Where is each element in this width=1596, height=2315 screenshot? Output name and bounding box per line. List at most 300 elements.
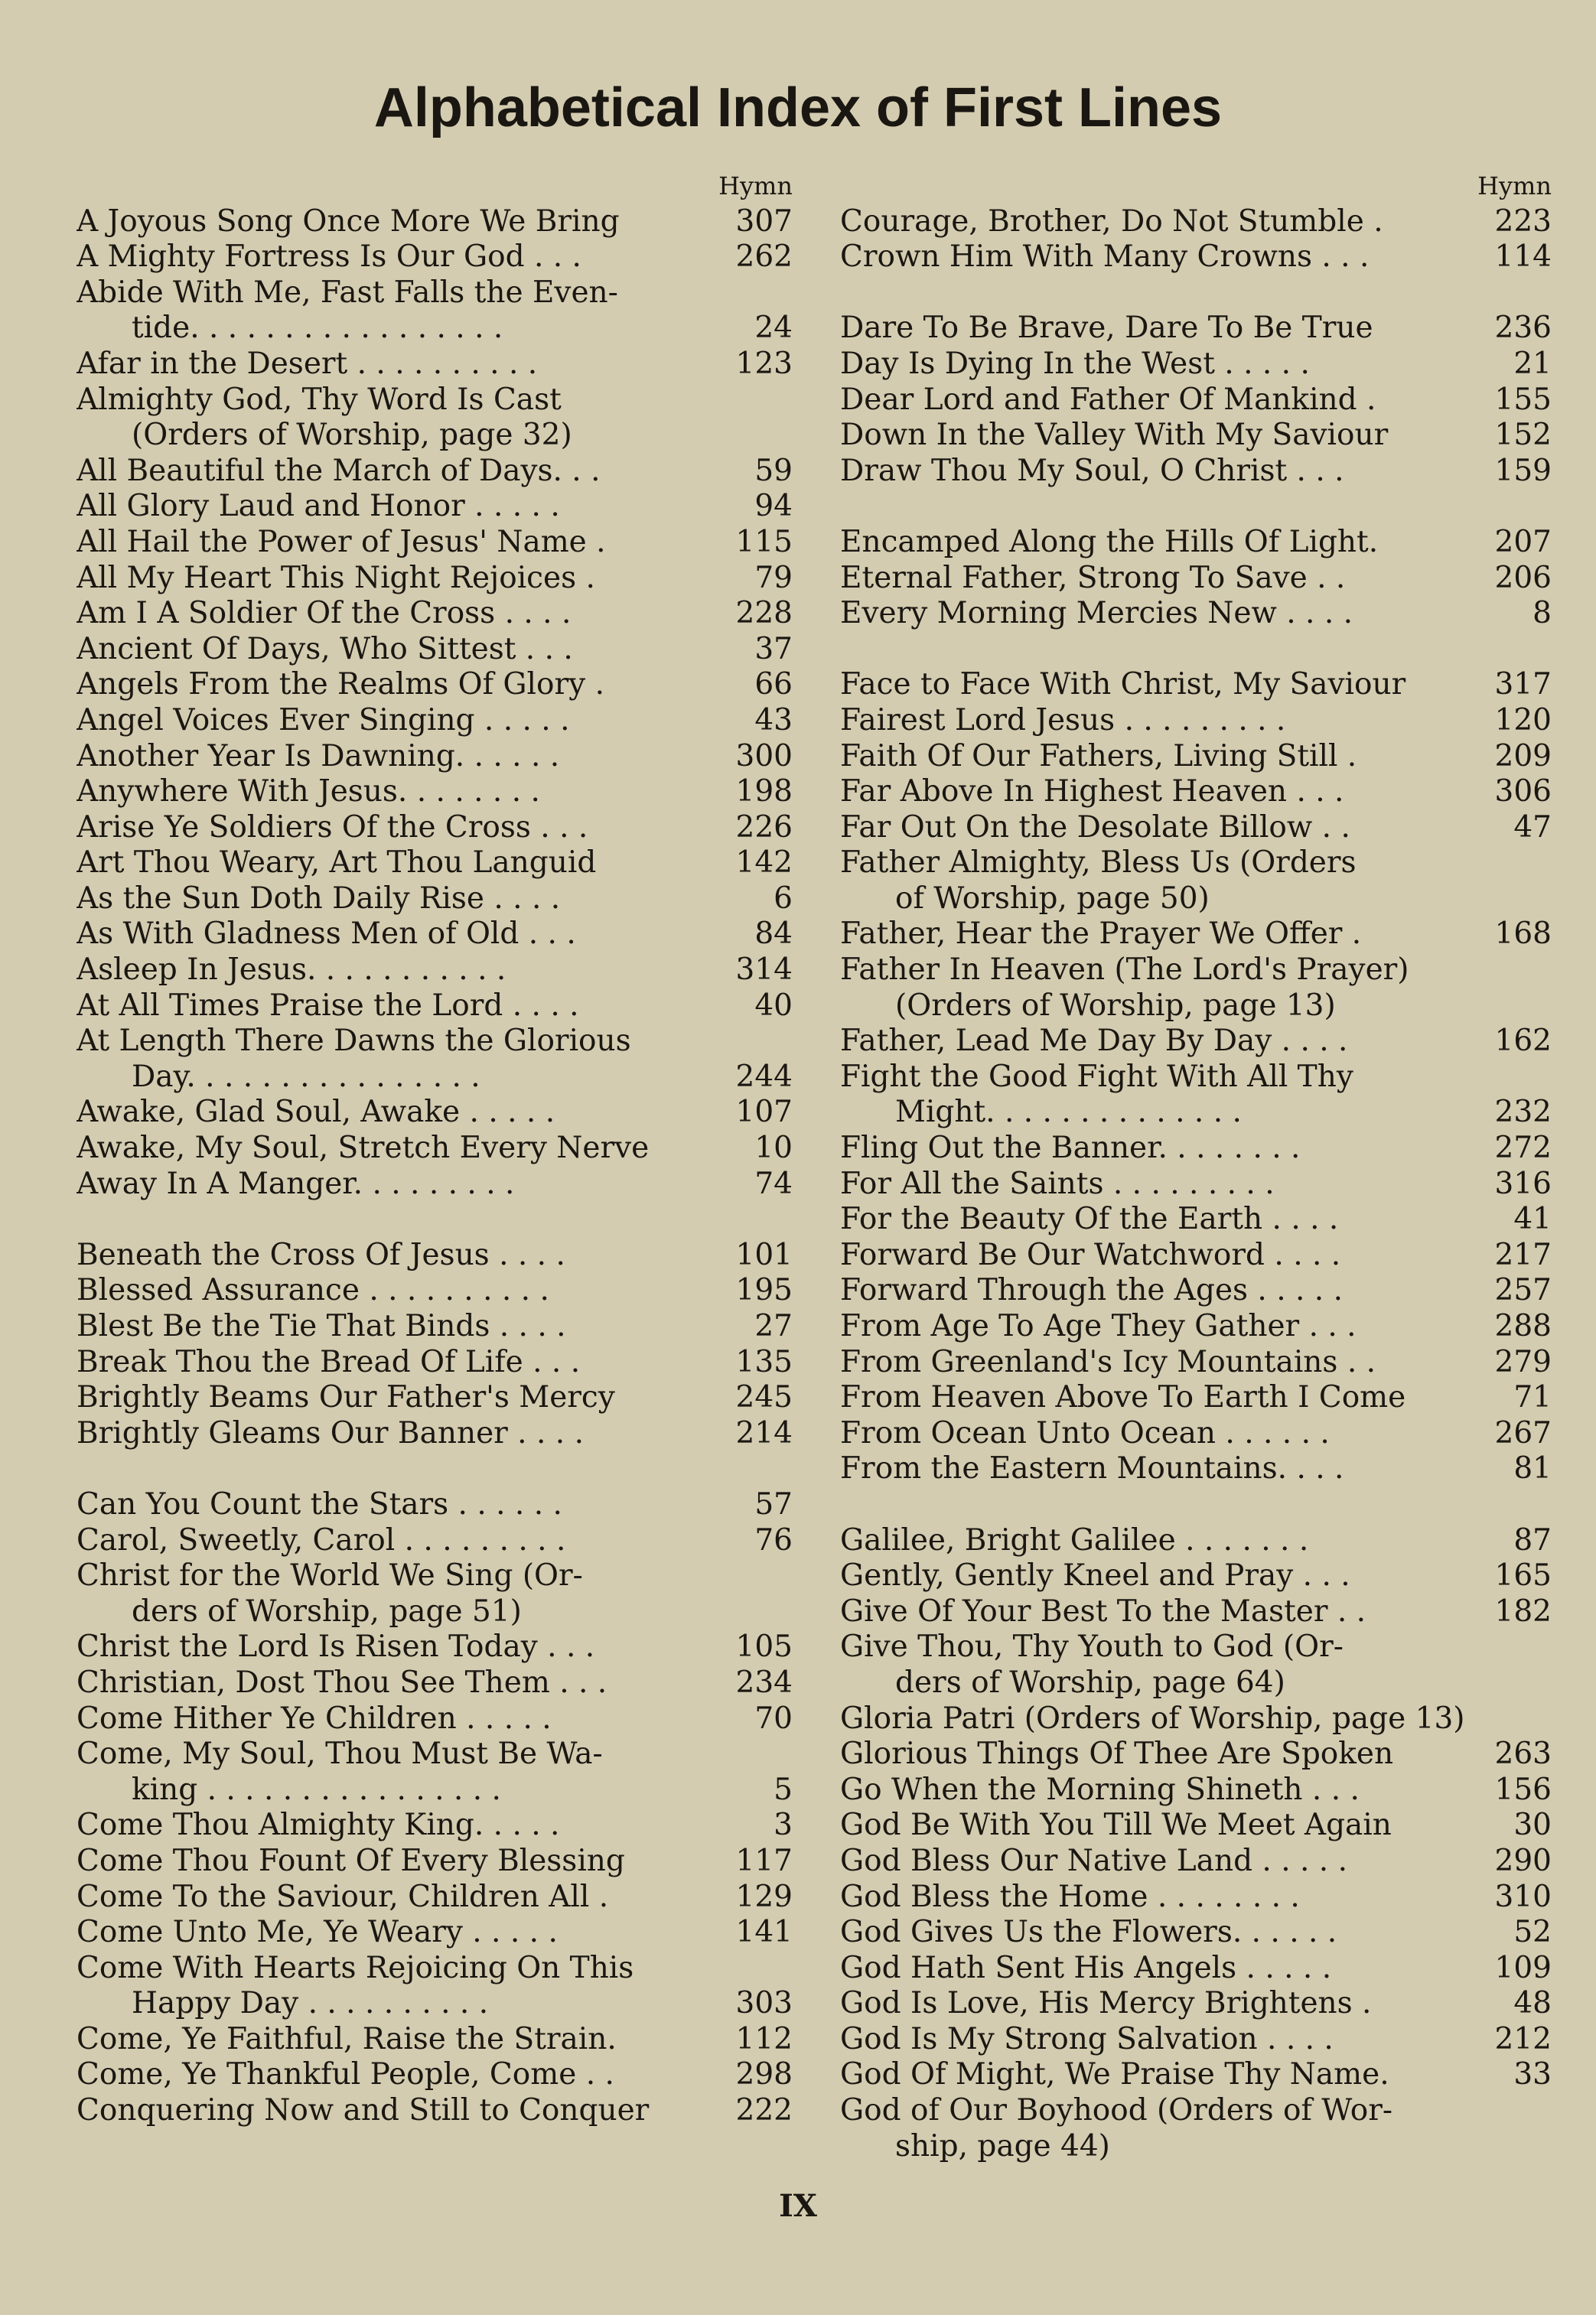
entry-title-line: Asleep In Jesus. . . . . . . . . . . xyxy=(77,952,506,988)
index-entry xyxy=(840,1986,1552,2022)
entry-title xyxy=(77,774,725,810)
hymn-number: 141 xyxy=(735,1915,793,1950)
entry-title-line: Brightly Beams Our Father's Mercy xyxy=(77,1380,615,1415)
entry-title-line: Encamped Along the Hills Of Light. xyxy=(840,524,1379,559)
index-entry xyxy=(840,1523,1552,1559)
entry-title-line: Come, Ye Thankful People, Come . . xyxy=(77,2057,614,2092)
entry-title xyxy=(840,1594,1484,1630)
entry-title xyxy=(77,1345,725,1381)
hymn-number: 279 xyxy=(1494,1344,1552,1379)
entry-title-line: Art Thou Weary, Art Thou Languid xyxy=(77,845,597,881)
hymn-number: 79 xyxy=(754,560,793,595)
entry-title-line: Can You Count the Stars . . . . . . xyxy=(77,1486,562,1522)
entry-title xyxy=(77,1880,725,1916)
hymn-number: 212 xyxy=(1494,2021,1552,2056)
entry-title-line: Carol, Sweetly, Carol . . . . . . . . . xyxy=(77,1522,566,1558)
index-entry xyxy=(840,1880,1552,1916)
entry-title-line: Every Morning Mercies New . . . . xyxy=(840,596,1353,631)
entry-title-line: Ancient Of Days, Who Sittest . . . xyxy=(77,631,573,666)
hymn-number: 306 xyxy=(1494,774,1552,809)
entry-title-line: Away In A Manger. . . . . . . . . xyxy=(77,1166,515,1201)
entry-title xyxy=(77,1630,725,1665)
entry-title-line: God Is Love, His Mercy Brightens . xyxy=(840,1986,1372,2021)
index-entry xyxy=(840,703,1552,739)
index-entry xyxy=(840,1844,1552,1880)
entry-title xyxy=(77,632,725,668)
entry-title xyxy=(840,1060,1484,1131)
hymn-number: 105 xyxy=(735,1630,793,1665)
entry-title xyxy=(840,1131,1484,1167)
entry-title-line: ders of Worship, page 64) xyxy=(895,1665,1285,1700)
entry-title xyxy=(77,810,725,846)
entry-title-line: Father In Heaven (The Lord's Prayer) xyxy=(840,952,1409,988)
index-entry xyxy=(840,1451,1552,1487)
entry-title-line: Down In the Valley With My Saviour xyxy=(840,418,1389,453)
entry-title xyxy=(77,1487,725,1523)
index-entry xyxy=(77,1487,793,1523)
hymn-number: 70 xyxy=(754,1701,793,1736)
index-entry xyxy=(840,810,1552,846)
entry-title xyxy=(77,739,725,775)
hymn-number: 6 xyxy=(774,881,793,916)
index-entry xyxy=(77,1273,793,1309)
entry-title xyxy=(77,1808,725,1844)
page-title: Alphabetical Index of First Lines xyxy=(373,77,1223,138)
index-entry xyxy=(77,2093,793,2129)
hymn-number: 257 xyxy=(1494,1273,1552,1308)
hymn-number: 267 xyxy=(1494,1415,1552,1451)
entry-title-line: Angel Voices Ever Singing . . . . . xyxy=(77,702,570,737)
index-entry xyxy=(77,525,793,561)
hymn-number: 129 xyxy=(735,1879,793,1914)
index-entry xyxy=(77,596,793,632)
entry-title-line: Give Thou, Thy Youth to God (Or- xyxy=(840,1630,1344,1665)
hymn-number: 245 xyxy=(735,1380,793,1415)
section-gap xyxy=(77,1451,793,1487)
entry-title-line: All Beautiful the March of Days. . . xyxy=(77,453,601,488)
entry-title xyxy=(77,525,725,561)
entry-title-line: All Glory Laud and Honor . . . . . xyxy=(77,489,560,524)
hymn-number: 195 xyxy=(735,1273,793,1308)
index-entry xyxy=(77,881,793,917)
hymn-number: 234 xyxy=(735,1665,793,1700)
index-entry xyxy=(77,239,793,275)
index-column-left xyxy=(77,168,793,2129)
hymn-number: 115 xyxy=(735,524,793,559)
entry-title-line: Christian, Dost Thou See Them . . . xyxy=(77,1665,607,1700)
hymn-number: 59 xyxy=(754,453,793,488)
index-entry xyxy=(77,667,793,703)
entry-title-line: Come With Hearts Rejoicing On This xyxy=(77,1950,634,1985)
index-entry xyxy=(840,239,1552,275)
index-entry xyxy=(840,1951,1552,1987)
hymn-number: 120 xyxy=(1494,702,1552,737)
hymn-number: 300 xyxy=(735,738,793,773)
hymn-number: 3 xyxy=(774,1808,793,1843)
entry-title-line: Day Is Dying In the West . . . . . xyxy=(840,346,1310,381)
entry-title-line: Give Of Your Best To the Master . . xyxy=(840,1594,1366,1629)
entry-title-line: Come Thou Fount Of Every Blessing xyxy=(77,1843,625,1878)
entry-title xyxy=(840,1167,1484,1203)
index-entry xyxy=(840,917,1552,952)
hymn-number: 84 xyxy=(754,917,793,952)
section-gap xyxy=(840,489,1552,525)
entry-title-line: God Hath Sent His Angels . . . . . xyxy=(840,1950,1332,1985)
index-entry xyxy=(840,1630,1552,1701)
index-entry xyxy=(840,2093,1552,2164)
entry-title-line: Beneath the Cross Of Jesus . . . . xyxy=(77,1237,565,1272)
entry-title-line: Forward Be Our Watchword . . . . xyxy=(840,1237,1341,1272)
entry-title xyxy=(77,703,725,739)
entry-title-line: A Mighty Fortress Is Our God . . . xyxy=(77,239,581,275)
entry-title xyxy=(77,1523,725,1559)
entry-title-line: God Gives Us the Flowers. . . . . . xyxy=(840,1915,1337,1950)
entry-title xyxy=(840,239,1484,275)
index-entry xyxy=(77,845,793,881)
entry-title-line: Day. . . . . . . . . . . . . . . . xyxy=(132,1059,480,1094)
hymn-number: 87 xyxy=(1513,1522,1552,1558)
entry-title-line: God Of Might, We Praise Thy Name. xyxy=(840,2057,1389,2092)
index-entry xyxy=(77,703,793,739)
entry-title-line: Gloria Patri (Orders of Worship, page 13) xyxy=(840,1701,1465,1736)
entry-title-line: Almighty God, Thy Word Is Cast xyxy=(77,382,562,417)
entry-title-line: Go When the Morning Shineth . . . xyxy=(840,1772,1360,1807)
entry-title xyxy=(77,1309,725,1345)
index-entry xyxy=(840,454,1552,490)
index-entry xyxy=(77,2057,793,2093)
index-entry xyxy=(77,1915,793,1951)
hymn-number: 168 xyxy=(1494,917,1552,952)
entry-title-line: Fairest Lord Jesus . . . . . . . . . xyxy=(840,702,1286,737)
index-entries xyxy=(840,204,1552,2165)
entry-title-line: From Ocean Unto Ocean . . . . . . xyxy=(840,1415,1330,1451)
entry-title xyxy=(840,917,1484,952)
index-entry xyxy=(77,561,793,597)
entry-title-line: ship, page 44) xyxy=(895,2128,1110,2164)
entry-title xyxy=(840,1844,1484,1880)
hymn-number: 206 xyxy=(1494,560,1552,595)
entry-title-line: For the Beauty Of the Earth . . . . xyxy=(840,1202,1339,1237)
entry-title xyxy=(840,418,1484,454)
entry-title-line: Happy Day . . . . . . . . . . xyxy=(132,1986,489,2021)
index-entry xyxy=(840,1345,1552,1381)
entry-title xyxy=(840,1951,1484,1987)
entry-title xyxy=(840,1273,1484,1309)
hymn-number: 314 xyxy=(735,952,793,988)
hymn-number: 236 xyxy=(1494,311,1552,346)
hymn-number: 142 xyxy=(735,845,793,881)
entry-title xyxy=(840,845,1484,917)
entry-title-line: Far Above In Highest Heaven . . . xyxy=(840,774,1344,809)
entry-title-line: ders of Worship, page 51) xyxy=(132,1594,522,1629)
index-entry xyxy=(840,1060,1552,1131)
entry-title-line: From Age To Age They Gather . . . xyxy=(840,1309,1357,1343)
hymn-number: 8 xyxy=(1532,596,1552,631)
entry-title-line: Crown Him With Many Crowns . . . xyxy=(840,239,1370,275)
index-entry xyxy=(77,1167,793,1203)
entry-title xyxy=(77,1024,725,1095)
entry-title xyxy=(840,952,1484,1024)
index-entry xyxy=(840,1238,1552,1274)
entry-title xyxy=(840,703,1484,739)
entry-title-line: Come To the Saviour, Children All . xyxy=(77,1879,609,1914)
entry-title-line: Brightly Gleams Our Banner . . . . xyxy=(77,1415,584,1451)
entry-title-line: Christ for the World We Sing (Or- xyxy=(77,1558,583,1594)
entry-title-line: Glorious Things Of Thee Are Spoken xyxy=(840,1737,1394,1772)
entry-title xyxy=(840,1558,1484,1594)
entry-title xyxy=(77,347,725,383)
index-entry xyxy=(77,204,793,240)
entry-title xyxy=(840,2022,1484,2058)
entry-title-line: Blest Be the Tie That Binds . . . . xyxy=(77,1309,566,1343)
hymn-number: 226 xyxy=(735,809,793,845)
section-gap xyxy=(840,632,1552,668)
index-entry xyxy=(77,1345,793,1381)
index-entry xyxy=(77,1024,793,1095)
entry-title xyxy=(840,525,1484,561)
entry-title-line: Fight the Good Fight With All Thy xyxy=(840,1059,1353,1094)
entry-title xyxy=(840,2093,1484,2164)
entry-title xyxy=(840,1380,1484,1416)
index-entry xyxy=(77,1309,793,1345)
entry-title xyxy=(840,774,1484,810)
entry-title xyxy=(77,1167,725,1203)
hymn-number: 159 xyxy=(1494,453,1552,488)
index-entry xyxy=(840,204,1552,240)
hymn-number: 228 xyxy=(735,596,793,631)
entry-title-line: God of Our Boyhood (Orders of Wor- xyxy=(840,2093,1393,2128)
entry-title-line: Draw Thou My Soul, O Christ . . . xyxy=(840,453,1344,488)
index-entry xyxy=(840,1594,1552,1630)
hymn-number: 48 xyxy=(1513,1986,1552,2021)
hymn-number: 307 xyxy=(735,203,793,239)
hymn-number: 117 xyxy=(735,1843,793,1878)
entry-title-line: (Orders of Worship, page 32) xyxy=(132,418,572,453)
hymn-number: 135 xyxy=(735,1344,793,1379)
index-entry xyxy=(840,1202,1552,1238)
entry-title xyxy=(77,239,725,275)
hymn-column-header: Hymn xyxy=(1477,171,1552,200)
entry-title xyxy=(77,1273,725,1309)
entry-title xyxy=(840,1202,1484,1238)
hymn-number: 217 xyxy=(1494,1237,1552,1272)
hymn-number: 10 xyxy=(754,1131,793,1166)
entry-title xyxy=(840,1808,1484,1844)
entry-title-line: Am I A Soldier Of the Cross . . . . xyxy=(77,596,572,631)
index-entry xyxy=(77,952,793,988)
entry-title-line: Face to Face With Christ, My Saviour xyxy=(840,667,1406,702)
hymn-number: 156 xyxy=(1494,1772,1552,1807)
entry-title-line: God Bless the Home . . . . . . . . xyxy=(840,1879,1300,1914)
hymn-number: 262 xyxy=(735,239,793,275)
index-entry xyxy=(77,1238,793,1274)
index-entry xyxy=(77,1630,793,1665)
index-entry xyxy=(840,311,1552,347)
section-gap xyxy=(840,1487,1552,1523)
index-entry xyxy=(77,1095,793,1131)
hymn-number: 5 xyxy=(774,1772,793,1807)
entry-title-line: of Worship, page 50) xyxy=(895,881,1210,916)
index-entry xyxy=(840,739,1552,775)
entry-title xyxy=(840,561,1484,597)
index-entry xyxy=(840,952,1552,1024)
entry-title-line: Courage, Brother, Do Not Stumble . xyxy=(840,203,1383,239)
hymn-number: 76 xyxy=(754,1522,793,1558)
index-entry xyxy=(840,525,1552,561)
hymn-number: 21 xyxy=(1513,346,1552,381)
entry-title xyxy=(77,2057,725,2093)
entry-title xyxy=(77,988,725,1024)
hymn-number: 71 xyxy=(1513,1380,1552,1415)
entry-title-line: Anywhere With Jesus. . . . . . . . xyxy=(77,774,540,809)
entry-title-line: Break Thou the Bread Of Life . . . xyxy=(77,1344,581,1379)
entry-title-line: king . . . . . . . . . . . . . . . . xyxy=(132,1772,501,1807)
entry-title xyxy=(840,1451,1484,1487)
entry-title-line: Gently, Gently Kneel and Pray . . . xyxy=(840,1558,1350,1594)
entry-title xyxy=(77,561,725,597)
hymn-number: 303 xyxy=(735,1986,793,2021)
hymn-number: 81 xyxy=(1513,1451,1552,1486)
index-entry xyxy=(840,596,1552,632)
index-entry xyxy=(77,275,793,347)
entry-title-line: Arise Ye Soldiers Of the Cross . . . xyxy=(77,809,588,845)
entry-title-line: For All the Saints . . . . . . . . . xyxy=(840,1166,1275,1201)
index-entry xyxy=(840,383,1552,418)
hymn-number: 317 xyxy=(1494,667,1552,702)
entry-title xyxy=(77,881,725,917)
entry-title-line: Father, Lead Me Day By Day . . . . xyxy=(840,1024,1348,1059)
entry-title xyxy=(77,204,725,240)
index-entry xyxy=(840,561,1552,597)
entry-title-line: Father Almighty, Bless Us (Orders xyxy=(840,845,1357,881)
hymn-number: 109 xyxy=(1494,1950,1552,1985)
index-entry xyxy=(77,1665,793,1701)
entry-title-line: A Joyous Song Once More We Bring xyxy=(77,203,620,239)
entry-title-line: Come, My Soul, Thou Must Be Wa- xyxy=(77,1737,603,1772)
entry-title-line: As With Gladness Men of Old . . . xyxy=(77,917,576,952)
entry-title xyxy=(840,311,1484,347)
entry-title-line: At All Times Praise the Lord . . . . xyxy=(77,988,579,1023)
entry-title xyxy=(77,1558,725,1630)
index-entry xyxy=(840,1380,1552,1416)
hymn-number: 198 xyxy=(735,774,793,809)
entry-title xyxy=(77,1380,725,1416)
entry-title xyxy=(840,1309,1484,1345)
index-entry xyxy=(840,1701,1552,1737)
index-entry xyxy=(77,1808,793,1844)
hymn-number: 209 xyxy=(1494,738,1552,773)
hymn-number: 162 xyxy=(1494,1024,1552,1059)
hymn-number: 207 xyxy=(1494,524,1552,559)
entry-title xyxy=(840,2057,1484,2093)
entry-title-line: Blessed Assurance . . . . . . . . . . xyxy=(77,1273,549,1308)
hymn-number: 272 xyxy=(1494,1131,1552,1166)
index-entry xyxy=(77,1131,793,1167)
entry-title-line: Awake, Glad Soul, Awake . . . . . xyxy=(77,1095,555,1130)
index-entry xyxy=(77,347,793,383)
entry-title xyxy=(840,1880,1484,1916)
index-entry xyxy=(840,1273,1552,1309)
entry-title-line: Father, Hear the Prayer We Offer . xyxy=(840,917,1362,952)
entry-title xyxy=(77,667,725,703)
index-entry xyxy=(77,810,793,846)
entry-title xyxy=(77,1951,725,2022)
entry-title-line: As the Sun Doth Daily Rise . . . . xyxy=(77,881,561,916)
entry-title xyxy=(77,1238,725,1274)
entry-title-line: (Orders of Worship, page 13) xyxy=(895,988,1336,1023)
hymn-number: 165 xyxy=(1494,1558,1552,1594)
entry-title xyxy=(840,1238,1484,1274)
entry-title xyxy=(77,454,725,490)
entry-title-line: Galilee, Bright Galilee . . . . . . . xyxy=(840,1522,1309,1558)
hymn-number: 244 xyxy=(735,1059,793,1094)
index-entry xyxy=(840,418,1552,454)
index-entry xyxy=(77,632,793,668)
entry-title xyxy=(840,739,1484,775)
entry-title xyxy=(840,1416,1484,1452)
entry-title-line: At Length There Dawns the Glorious xyxy=(77,1024,631,1059)
entry-title xyxy=(77,1416,725,1452)
index-entry xyxy=(77,1558,793,1630)
entry-title xyxy=(840,1024,1484,1060)
index-entry xyxy=(840,1309,1552,1345)
entry-title xyxy=(77,1915,725,1951)
entry-title xyxy=(77,489,725,525)
index-entry xyxy=(77,383,793,454)
index-entry xyxy=(77,1380,793,1416)
entry-title xyxy=(77,1737,725,1808)
entry-title xyxy=(77,952,725,988)
entry-title xyxy=(77,1095,725,1131)
page-number: IX xyxy=(779,2188,817,2224)
hymn-number: 24 xyxy=(754,311,793,346)
entry-title-line: God Be With You Till We Meet Again xyxy=(840,1808,1392,1843)
entry-title-line: Come Hither Ye Children . . . . . xyxy=(77,1701,552,1736)
index-entry xyxy=(840,2022,1552,2058)
hymn-number: 232 xyxy=(1494,1095,1552,1130)
hymn-number: 74 xyxy=(754,1166,793,1201)
hymn-number: 41 xyxy=(1513,1202,1552,1237)
hymn-number: 33 xyxy=(1513,2057,1552,2092)
index-column-right xyxy=(840,168,1552,2164)
entry-title-line: Angels From the Realms Of Glory . xyxy=(77,667,604,702)
entry-title-line: Afar in the Desert . . . . . . . . . . xyxy=(77,346,538,381)
index-entry xyxy=(840,1131,1552,1167)
index-entry xyxy=(77,454,793,490)
index-entry xyxy=(840,347,1552,383)
entry-title-line: All My Heart This Night Rejoices . xyxy=(77,560,595,595)
index-entry xyxy=(77,917,793,952)
hymn-number: 152 xyxy=(1494,418,1552,453)
entry-title xyxy=(77,1665,725,1701)
index-entry xyxy=(840,1416,1552,1452)
entry-title xyxy=(840,596,1484,632)
entry-title-line: God Is My Strong Salvation . . . . xyxy=(840,2021,1334,2056)
entry-title xyxy=(840,204,1484,240)
entry-title xyxy=(840,347,1484,383)
index-entry xyxy=(77,1523,793,1559)
entry-title-line: Awake, My Soul, Stretch Every Nerve xyxy=(77,1131,650,1166)
hymn-number: 47 xyxy=(1513,809,1552,845)
entry-title-line: God Bless Our Native Land . . . . . xyxy=(840,1843,1347,1878)
entry-title-line: From Greenland's Icy Mountains . . xyxy=(840,1344,1376,1379)
entry-title xyxy=(77,2093,725,2129)
entry-title-line: Dear Lord and Father Of Mankind . xyxy=(840,382,1376,417)
hymn-number: 222 xyxy=(735,2093,793,2128)
index-entry xyxy=(77,739,793,775)
index-entries xyxy=(77,204,793,2129)
index-entry xyxy=(77,2022,793,2058)
